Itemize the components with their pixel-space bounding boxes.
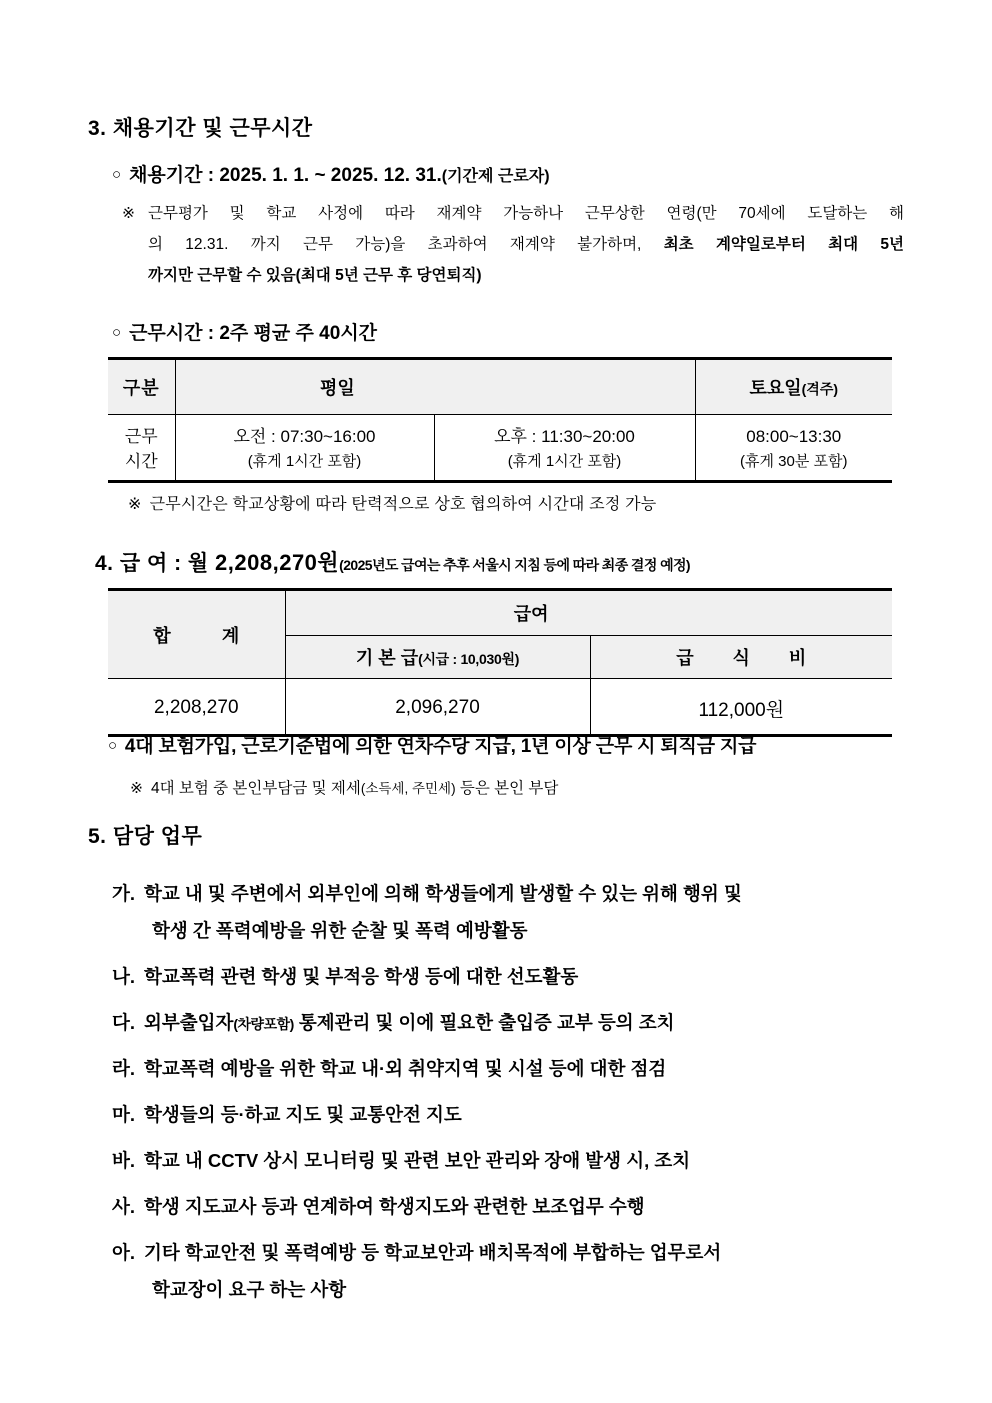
employment-period-label: 채용기간 : 2025. 1. 1. ~ 2025. 12. 31.: [129, 165, 442, 186]
duty-label-ga: 가.: [112, 883, 136, 904]
header-cell-gubun: [108, 359, 175, 415]
circle-bullet-icon-2: ○: [112, 324, 122, 341]
pay-group-text: [514, 600, 664, 626]
duty-text-ga-line2: 학생 간 폭력예방을 위한 순찰 및 폭력 예방활동: [152, 920, 528, 941]
cell-meal-allowance-value: 112,000원: [590, 682, 892, 736]
bullet-working-hours: [112, 318, 377, 345]
duty-text-ba: 학교 내 CCTV 상시 모니터링 및 관련 보안 관리와 장애 발생 시, 조치: [144, 1150, 691, 1171]
header-weekday-right: 일: [337, 378, 355, 398]
cell-row-label: [108, 418, 175, 482]
saturday-time: 08:00~13:30: [746, 427, 842, 446]
row-label-line2: 시간: [124, 452, 158, 471]
note-insurance-burden: [130, 773, 558, 804]
section-3-heading: 3. 채용기간 및 근무시간: [88, 117, 313, 140]
header-cell-saturday: [695, 359, 892, 415]
section-5-heading: 5. 담당 업무: [88, 825, 203, 848]
header-saturday-main: 토요일: [749, 378, 802, 398]
cell-weekday-morning: [175, 418, 434, 482]
duty-text-da-part2: 통제관리 및 이에 필요한 출입증 교부 등의 조치: [293, 1012, 675, 1033]
saturday-break: (휴게 30분 포함): [740, 453, 848, 470]
bullet-insurance: [108, 731, 756, 758]
note-employment-conditions: [122, 198, 904, 291]
total-header-text: 합 계: [153, 625, 240, 646]
salary-table: [108, 588, 892, 737]
header-weekday-text: [320, 374, 550, 400]
meal-allowance-label: 급 식 비: [676, 648, 807, 668]
weekday-am-time: 오전 : 07:30~16:00: [233, 427, 376, 446]
cell-base-pay-header: [285, 636, 590, 679]
section-4-amount: 2,208,270원: [215, 550, 340, 575]
circle-bullet-icon: ○: [112, 166, 122, 183]
salary-value-row: [108, 682, 892, 736]
cell-base-pay-value: 2,096,270: [285, 682, 590, 736]
weekday-am-break: (휴게 1시간 포함): [247, 453, 362, 470]
asterisk-mark-icon: ※: [122, 205, 135, 222]
header-weekday-left: 평: [320, 378, 338, 398]
salary-header-row-1: [108, 590, 892, 636]
weekday-pm-time: 오후 : 11:30~20:00: [494, 427, 635, 446]
note-flexible-hours: [128, 489, 656, 520]
duty-item-ga: [112, 880, 742, 943]
note-employment-line3: 까지만 근무할 수 있음(최대 5년 근무 후 당연퇴직): [148, 267, 482, 284]
duty-item-sa: [112, 1193, 645, 1219]
duty-text-da-small: (차량포함): [233, 1016, 294, 1032]
hourly-wage-note: (시급 : 10,030원): [418, 651, 520, 667]
circle-bullet-icon-3: ○: [108, 737, 117, 754]
cell-meal-allowance-header: [590, 636, 892, 679]
table-header-row: [108, 359, 892, 415]
cell-saturday: [695, 418, 892, 482]
duty-item-ba: [112, 1147, 690, 1173]
note-flexible-text: 근무시간은 학교상황에 따라 탄력적으로 상호 협의하여 시간대 조정 가능: [149, 496, 657, 513]
note-employment-line2-bold: 최초 계약일로부터 최대 5년: [663, 236, 904, 253]
employment-period-suffix: (기간제 근로자): [441, 168, 550, 185]
duty-item-a: [112, 1239, 721, 1302]
asterisk-mark-icon-2: ※: [128, 496, 142, 513]
row-label-line1: 근무: [124, 427, 158, 446]
duty-item-ma: [112, 1101, 462, 1127]
duty-item-ra: [112, 1055, 666, 1081]
duty-item-da: [112, 1009, 674, 1035]
duty-label-da: 다.: [112, 1012, 136, 1033]
table-row: [108, 418, 892, 482]
insurance-note-small: (소득세, 주민세): [360, 781, 456, 796]
duty-item-na: [112, 963, 578, 989]
insurance-note-part2: 등은 본인 부담: [455, 780, 559, 797]
pay-group-left: 급: [513, 604, 532, 624]
header-saturday-sub: (격주): [801, 381, 839, 397]
duty-label-a: 아.: [112, 1242, 136, 1263]
note-employment-line1: 근무평가 및 학교 사정에 따라 재계약 가능하나 근무상한 연령(만 70세에 도달하는 해: [148, 205, 904, 222]
note-employment-line2-plain: 의 12.31. 까지 근무 가능)을 초과하여 재계약 불가하며,: [148, 236, 664, 253]
insurance-note-part1: 4대 보험 중 본인부담금 및 제세: [151, 780, 361, 797]
duty-text-na: 학교폭력 관련 학생 및 부적응 학생 등에 대한 선도활동: [144, 966, 579, 987]
bullet-employment-period: [112, 160, 550, 187]
base-pay-label: 기 본 급: [355, 648, 419, 668]
cell-total-value: 2,208,270: [108, 682, 285, 736]
cell-total-header: [108, 590, 285, 679]
duty-label-sa: 사.: [112, 1196, 136, 1217]
asterisk-mark-icon-3: ※: [130, 780, 143, 797]
duty-label-ba: 바.: [112, 1150, 136, 1171]
duty-text-ga-line1: 학교 내 및 주변에서 외부인에 의해 학생들에게 발생할 수 있는 위해 행위 및: [144, 883, 742, 904]
pay-group-right: 여: [531, 604, 549, 624]
working-hours-label: 근무시간 : 2주 평균 주 40시간: [129, 323, 378, 344]
section-4-note: (2025년도 급여는 추후 서울시 지침 등에 따라 최종 결정 예정): [339, 557, 690, 573]
working-hours-table: [108, 357, 892, 483]
duty-text-da-part1: 외부출입자: [144, 1012, 234, 1033]
section-4-prefix: 4. 급 여 : 월: [95, 552, 216, 575]
duty-text-ra: 학교폭력 예방을 위한 학교 내·외 취약지역 및 시설 등에 대한 점검: [144, 1058, 667, 1079]
header-cell-weekday: [175, 359, 695, 415]
duty-text-ma: 학생들의 등·하교 지도 및 교통안전 지도: [144, 1104, 462, 1125]
duty-label-na: 나.: [112, 966, 136, 987]
cell-weekday-afternoon: [434, 418, 695, 482]
duty-label-ra: 라.: [112, 1058, 136, 1079]
duty-label-ma: 마.: [112, 1104, 136, 1125]
cell-pay-group-header: [285, 590, 892, 636]
weekday-pm-break: (휴게 1시간 포함): [507, 453, 622, 470]
section-4-heading: [95, 546, 690, 577]
insurance-text: 4대 보험가입, 근로기준법에 의한 연차수당 지급, 1년 이상 근무 시 퇴직금 지급: [124, 736, 757, 757]
duty-text-sa: 학생 지도교사 등과 연계하여 학생지도와 관련한 보조업무 수행: [144, 1196, 645, 1217]
header-gubun-text: 구분: [122, 378, 160, 398]
duty-text-a-line1: 기타 학교안전 및 폭력예방 등 학교보안과 배치목적에 부합하는 업무로서: [144, 1242, 722, 1263]
duty-text-a-line2: 학교장이 요구 하는 사항: [152, 1279, 347, 1300]
